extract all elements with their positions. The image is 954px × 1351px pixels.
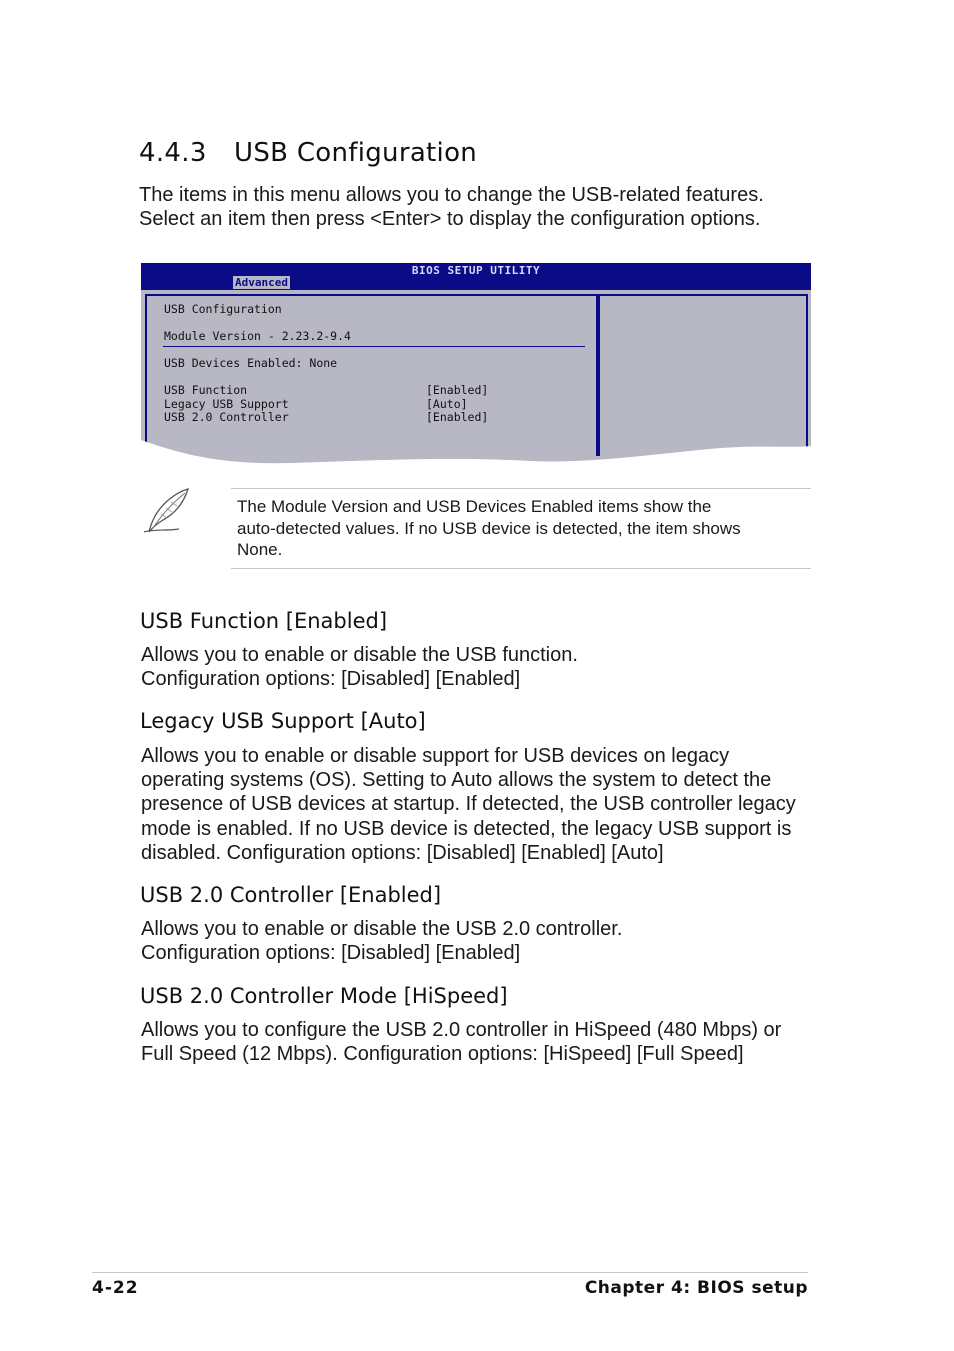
bios-title: BIOS SETUP UTILITY xyxy=(411,264,541,277)
page-number: 4-22 xyxy=(92,1278,139,1298)
bios-panel-title: USB Configuration xyxy=(164,302,282,316)
description-line: Allows you to enable or disable support for USB devices on legacy xyxy=(141,745,730,767)
note-top-rule xyxy=(231,488,811,489)
usb-function-heading: USB Function [Enabled] xyxy=(140,609,388,633)
bios-setting-value[interactable]: [Enabled] xyxy=(426,410,489,424)
section-title xyxy=(139,138,477,168)
intro-line: Select an item then press <Enter> to display the configuration options. xyxy=(139,208,761,231)
section-number: 4.4.3 xyxy=(139,138,207,168)
bios-divider xyxy=(163,346,585,347)
note-text xyxy=(237,496,741,561)
torn-edge-decoration xyxy=(141,440,811,466)
note-line: auto-detected values. If no USB device is detected, the item shows xyxy=(237,518,741,538)
legacy-usb-description xyxy=(141,744,796,865)
bios-module-version: Module Version - 2.23.2-9.4 xyxy=(164,329,351,343)
description-line: Configuration options: [Disabled] [Enabled] xyxy=(141,942,521,965)
bios-body xyxy=(141,290,811,466)
note-line: None. xyxy=(237,540,283,560)
note-bottom-rule xyxy=(231,568,811,569)
legacy-usb-heading: Legacy USB Support [Auto] xyxy=(140,709,426,733)
bios-setting-label[interactable]: Legacy USB Support xyxy=(164,397,289,411)
bios-header-bar xyxy=(141,263,811,290)
intro-line: The items in this menu allows you to change the USB-related features. xyxy=(139,184,764,206)
usb2-controller-heading: USB 2.0 Controller [Enabled] xyxy=(140,883,442,907)
bios-tab-advanced[interactable]: Advanced xyxy=(235,276,288,289)
bios-help-panel xyxy=(598,294,808,456)
footer-rule xyxy=(92,1272,808,1273)
bios-setting-value[interactable]: [Enabled] xyxy=(426,383,489,397)
description-line: disabled. Configuration options: [Disabled] [Enabled] [Auto] xyxy=(141,841,664,864)
bios-setting-label[interactable]: USB Function xyxy=(164,383,248,397)
usb2-controller-description xyxy=(141,917,622,965)
description-line: operating systems (OS). Setting to Auto allows the system to detect the xyxy=(141,769,772,792)
bios-setting-value[interactable]: [Auto] xyxy=(426,397,468,411)
intro-paragraph xyxy=(139,183,764,231)
usb2-controller-mode-description xyxy=(141,1018,781,1066)
bios-setting-label[interactable]: USB 2.0 Controller xyxy=(164,410,289,424)
usb-function-description xyxy=(141,643,578,691)
description-line: Configuration options: [Disabled] [Enabled] xyxy=(141,668,521,691)
usb2-controller-mode-heading: USB 2.0 Controller Mode [HiSpeed] xyxy=(140,984,508,1008)
bios-screenshot xyxy=(141,263,811,466)
feather-pen-icon xyxy=(141,486,193,536)
note-line: The Module Version and USB Devices Enabled items show the xyxy=(237,497,712,516)
description-line: mode is enabled. If no USB device is detected, the legacy USB support is xyxy=(141,817,792,840)
bios-devices-enabled: USB Devices Enabled: None xyxy=(164,356,338,370)
description-line: Allows you to enable or disable the USB function. xyxy=(141,644,578,666)
section-title-text: USB Configuration xyxy=(234,138,478,168)
description-line: Allows you to configure the USB 2.0 controller in HiSpeed (480 Mbps) or xyxy=(141,1019,782,1041)
description-line: presence of USB devices at startup. If detected, the USB controller legacy xyxy=(141,793,796,816)
description-line: Allows you to enable or disable the USB 2.0 controller. xyxy=(141,918,623,940)
description-line: Full Speed (12 Mbps). Configuration options: [HiSpeed] [Full Speed] xyxy=(141,1043,744,1066)
bios-main-panel xyxy=(145,294,598,456)
chapter-title: Chapter 4: BIOS setup xyxy=(584,1278,808,1298)
